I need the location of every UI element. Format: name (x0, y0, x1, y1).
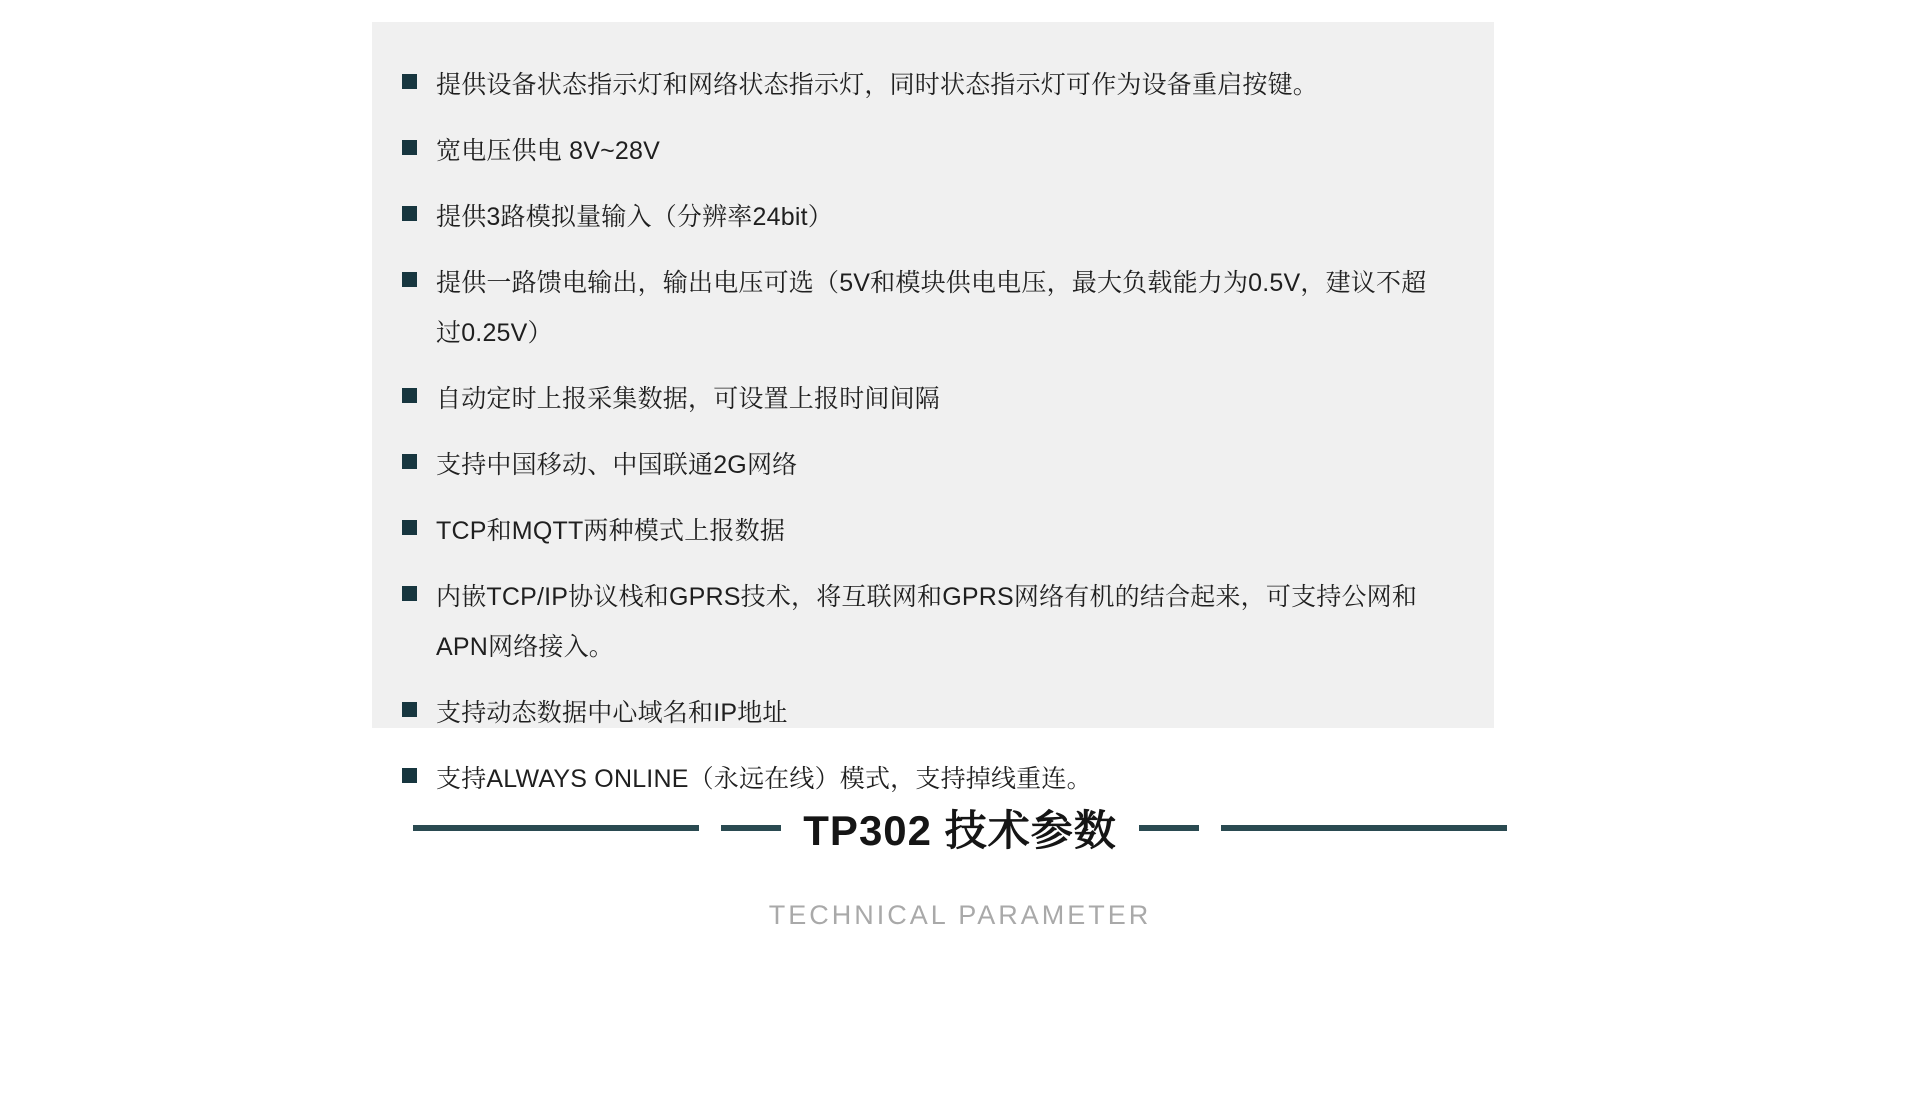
feature-text: TCP和MQTT两种模式上报数据 (436, 517, 786, 545)
feature-text: 支持中国移动、中国联通2G网络 (436, 451, 798, 479)
list-item (402, 258, 1434, 358)
list-item (402, 572, 1434, 672)
feature-list (402, 60, 1434, 804)
list-item (402, 126, 1434, 176)
square-bullet-icon (402, 702, 417, 717)
list-item (402, 192, 1434, 242)
page-title: TP302 技术参数 (803, 807, 1117, 855)
feature-text: 提供3路模拟量输入（分辨率24bit） (436, 203, 833, 231)
square-bullet-icon (402, 140, 417, 155)
list-item (402, 506, 1434, 556)
feature-text: 自动定时上报采集数据，可设置上报时间间隔 (436, 385, 941, 413)
square-bullet-icon (402, 388, 417, 403)
square-bullet-icon (402, 206, 417, 221)
square-bullet-icon (402, 586, 417, 601)
feature-panel (372, 22, 1494, 793)
page-subtitle: TECHNICAL PARAMETER (768, 900, 1152, 931)
feature-text: 内嵌TCP/IP协议栈和GPRS技术，将互联网和GPRS网络有机的结合起来，可支持公网和APN网络接入。 (436, 583, 1418, 661)
feature-text: 宽电压供电 8V~28V (436, 137, 661, 165)
feature-text: 提供一路馈电输出，输出电压可选（5V和模块供电电压，最大负载能力为0.5V，建议不超过0.25V） (436, 269, 1427, 347)
feature-text: 支持ALWAYS ONLINE（永远在线）模式，支持掉线重连。 (436, 765, 1092, 793)
square-bullet-icon (402, 520, 417, 535)
square-bullet-icon (402, 454, 417, 469)
feature-text: 提供设备状态指示灯和网络状态指示灯，同时状态指示灯可作为设备重启按键。 (436, 71, 1319, 99)
square-bullet-icon (402, 74, 417, 89)
section-title-block (0, 770, 1920, 931)
title-row (0, 770, 1920, 886)
list-item (402, 374, 1434, 424)
list-item (402, 688, 1434, 738)
square-bullet-icon (402, 272, 417, 287)
list-item (402, 60, 1434, 110)
feature-text: 支持动态数据中心域名和IP地址 (436, 699, 788, 727)
list-item (402, 440, 1434, 490)
